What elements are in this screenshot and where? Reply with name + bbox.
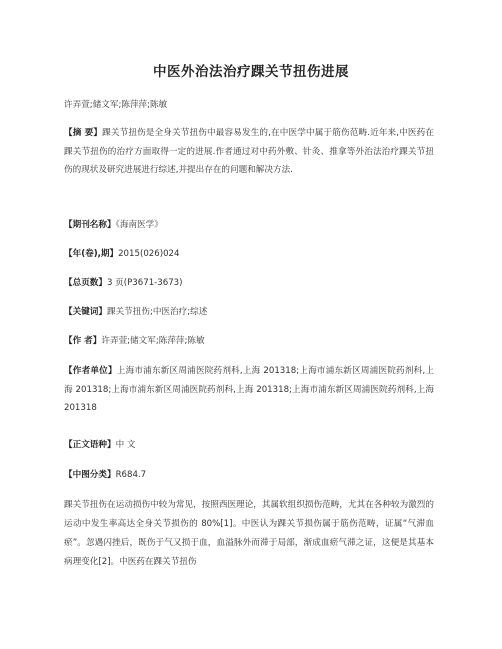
abstract-label: 【摘 要】 xyxy=(64,128,103,138)
paper-title: 中医外治法治疗踝关节扭伤进展 xyxy=(153,64,349,80)
classification-label: 【中图分类】 xyxy=(64,470,116,480)
abstract-section xyxy=(64,124,434,180)
field-value: 踝关节扭伤;中医治疗;综述 xyxy=(106,307,208,317)
language-value: 中 文 xyxy=(115,440,136,450)
language-label: 【正文语种】 xyxy=(64,440,116,450)
abstract-paragraph xyxy=(64,124,434,180)
affiliation-value: 上海市浦东新区周浦医院药剂科,上海 201318;上海市浦东新区周浦医院药剂科,上海 201318;上海市浦东新区周浦医院药剂科,上海 201318;上海市浦东新区周浦医院药剂科,上海 201318 xyxy=(64,366,434,413)
classification-value: R684.7 xyxy=(115,470,147,480)
body-section xyxy=(64,496,434,572)
field-journal xyxy=(64,216,434,235)
field-authors xyxy=(64,332,434,351)
field-page-count xyxy=(64,274,434,293)
field-label: 【期刊名称】 xyxy=(64,220,116,230)
body-paragraph: 踝关节扭伤在运动损伤中较为常见，按照西医理论，其属软组织损伤范畴，尤其在各种较为激烈的运动中发生率高达全身关节损伤的 80%[1]。中医认为踝关节损伤属于筋伤范畴，证属“气滞血瘀”。忽遇闪挫后，既伤于气又损于血，血溢脉外而滞于局部，渐成血瘀气滞之证，这便是其基本病理变化[2]。中医药在踝关节扭伤 xyxy=(64,500,434,567)
field-value: 《海南医学》 xyxy=(115,220,163,230)
field-value: 3 页(P3671-3673) xyxy=(106,278,183,288)
field-classification xyxy=(64,466,434,485)
field-value: 2015(026)024 xyxy=(118,249,180,259)
field-year-volume-issue xyxy=(64,245,434,264)
affiliation-label: 【作者单位】 xyxy=(64,366,117,376)
field-language xyxy=(64,436,434,455)
field-value: 许弄萱;储文军;陈萍萍;陈敏 xyxy=(101,336,205,346)
authors-line xyxy=(64,96,434,115)
field-label: 【关键词】 xyxy=(64,307,107,317)
abstract-text: 踝关节扭伤是全身关节扭伤中最容易发生的,在中医学中属于筋伤范畴.近年来,中医药在踝关节扭伤的治疗方面取得一定的进展.作者通过对中药外敷、针灸、推拿等外治法治疗踝关节扭伤的现状及研究进展进行综述,并提出存在的问题和解决方法. xyxy=(64,128,434,175)
field-label: 【总页数】 xyxy=(64,278,107,288)
field-label: 【年(卷),期】 xyxy=(64,249,119,259)
field-affiliation xyxy=(64,362,434,418)
field-label: 【作 者】 xyxy=(64,336,102,346)
authors-text: 许弄萱;储文军;陈萍萍;陈敏 xyxy=(64,100,168,110)
field-keywords xyxy=(64,303,434,322)
